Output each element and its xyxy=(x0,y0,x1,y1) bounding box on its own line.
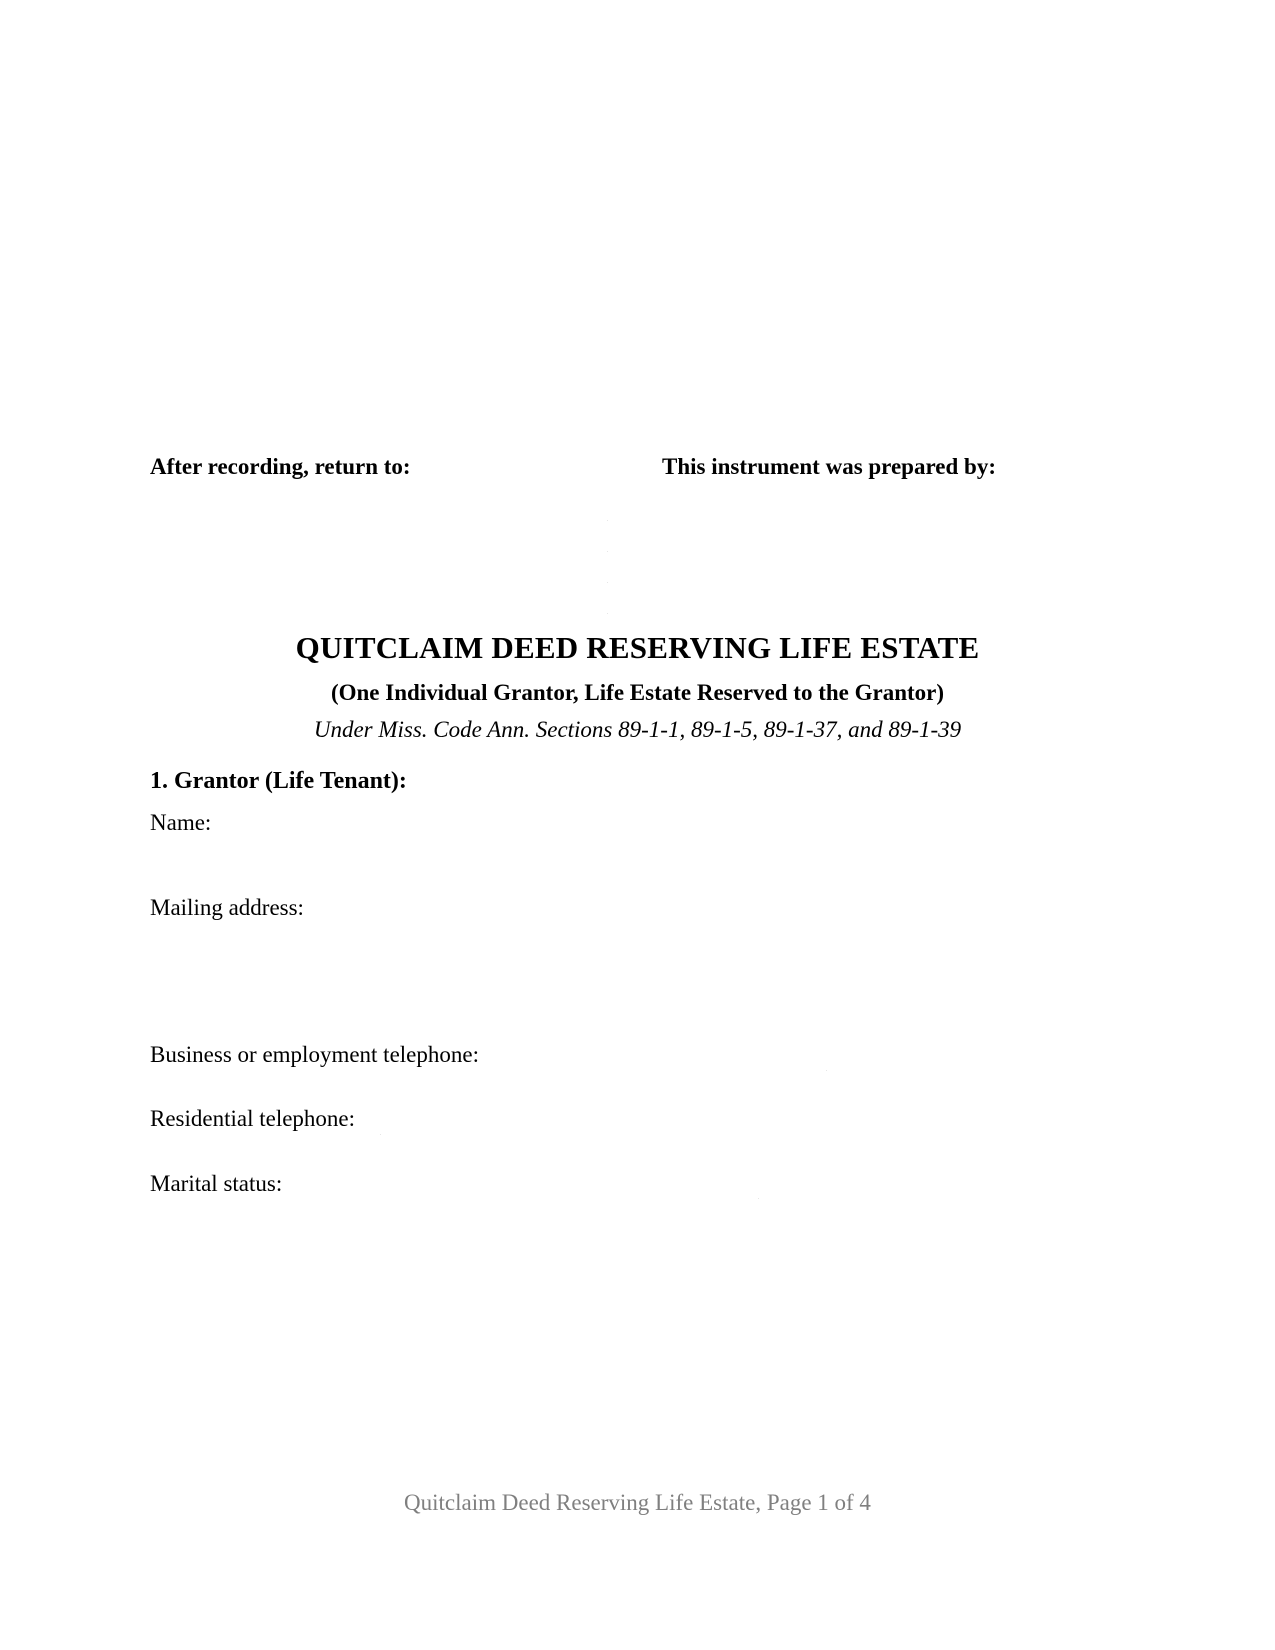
faint-mark xyxy=(607,582,608,583)
mailing-address-label: Mailing address: xyxy=(150,895,304,920)
faint-mark xyxy=(607,520,608,521)
grantor-name-label: Name: xyxy=(150,810,212,835)
faint-mark xyxy=(758,1198,759,1199)
prepared-by-label: This instrument was prepared by: xyxy=(662,454,996,479)
faint-mark xyxy=(826,1070,827,1071)
grantor-section-heading: 1. Grantor (Life Tenant): xyxy=(150,768,407,794)
document-subtitle: (One Individual Grantor, Life Estate Reserved to the Grantor) xyxy=(330,680,945,705)
faint-mark xyxy=(607,613,608,614)
return-to-label: After recording, return to: xyxy=(150,454,411,479)
business-phone-label: Business or employment telephone: xyxy=(150,1042,479,1067)
marital-status-label: Marital status: xyxy=(150,1171,283,1196)
statute-reference: Under Miss. Code Ann. Sections 89-1-1, 89-1-5, 89-1-37, and 89-1-39 xyxy=(313,717,962,742)
page-footer: Quitclaim Deed Reserving Life Estate, Page 1 of 4 xyxy=(404,1490,871,1515)
residential-phone-label: Residential telephone: xyxy=(150,1106,356,1131)
faint-mark xyxy=(380,1134,381,1135)
faint-mark xyxy=(607,551,608,552)
document-title: QUITCLAIM DEED RESERVING LIFE ESTATE xyxy=(295,630,980,665)
